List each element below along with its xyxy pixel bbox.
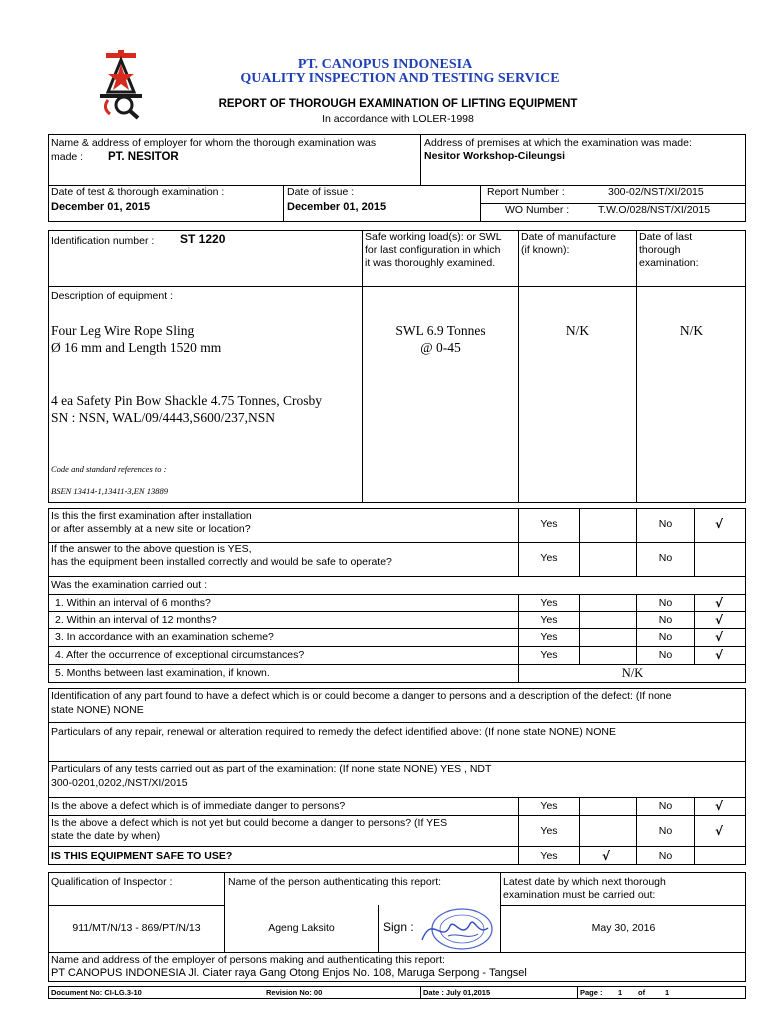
defect-identification-cont: state NONE) NONE	[51, 704, 144, 716]
test-date-value: December 01, 2015	[51, 201, 151, 213]
page-number: 1	[618, 988, 623, 997]
last-exam-label-2: thorough	[639, 244, 681, 256]
next-exam-label-1: Latest date by which next thorough	[503, 876, 666, 888]
report-subtitle: In accordance with LOLER-1998	[322, 113, 474, 125]
q3-item-4-no: No	[658, 649, 673, 661]
swl-label-2: for last configuration in which	[365, 244, 501, 256]
safe-to-use-check-icon: √	[602, 849, 611, 863]
swl-value-2: @ 0-45	[420, 340, 461, 355]
q3-item-1: 1. Within an interval of 6 months?	[55, 597, 211, 609]
description-label: Description of equipment :	[51, 290, 173, 302]
future-danger-no: No	[658, 825, 673, 837]
premises-value: Nesitor Workshop-Cileungsi	[424, 150, 565, 162]
qualification-label: Qualification of Inspector :	[51, 876, 173, 888]
report-employer-value: PT CANOPUS INDONESIA Jl. Ciater raya Gang Otong Enjos No. 108, Maruga Serpong - Tangsel	[51, 967, 527, 979]
manufacture-label-1: Date of manufacture	[521, 231, 617, 243]
q3-item-5-value: N/K	[621, 666, 644, 680]
description-line-1: Four Leg Wire Rope Sling	[51, 323, 195, 338]
q3-item-3-no: No	[658, 631, 673, 643]
company-service: QUALITY INSPECTION AND TESTING SERVICE	[240, 71, 560, 86]
company-name: PT. CANOPUS INDONESIA	[297, 57, 473, 72]
q3-item-1-check-icon: √	[715, 596, 724, 610]
q1-line-2: or after assembly at a new site or location?	[51, 523, 251, 535]
test-date-label: Date of test & thorough examination :	[51, 186, 225, 198]
immediate-danger-yes: Yes	[540, 800, 558, 812]
issue-date-value: December 01, 2015	[287, 201, 387, 213]
authenticator-value: Ageng Laksito	[268, 922, 335, 934]
safe-to-use-question: IS THIS EQUIPMENT SAFE TO USE?	[51, 850, 233, 862]
page-of: of	[638, 988, 646, 997]
swl-label-3: it was thoroughly examined.	[365, 257, 496, 269]
swl-label-1: Safe working load(s): or SWL	[365, 231, 502, 243]
id-number-value: ST 1220	[180, 232, 226, 246]
q1-no-check-icon: √	[715, 517, 724, 531]
report-title: REPORT OF THOROUGH EXAMINATION OF LIFTING EQUIPMENT	[218, 98, 578, 110]
q2-yes: Yes	[540, 552, 558, 564]
future-danger-yes: Yes	[540, 825, 558, 837]
q3-item-2-no: No	[658, 614, 673, 626]
q3-item-5: 5. Months between last examination, if known.	[55, 667, 270, 679]
q3-item-3: 3. In accordance with an examination scheme?	[55, 631, 274, 643]
q3-item-2-check-icon: √	[715, 613, 724, 627]
wo-number-label: WO Number :	[505, 204, 570, 216]
employer-value: PT. NESITOR	[108, 151, 179, 163]
tests-particulars-cont: 300-0201,0202,/NST/XI/2015	[51, 777, 188, 789]
code-value: BSEN 13414-1,13411-3,EN 13889	[51, 486, 168, 496]
q1-yes: Yes	[540, 518, 558, 530]
tests-particulars: Particulars of any tests carried out as part of the examination: (If none state NONE) YES , NDT	[51, 763, 492, 775]
manufacture-label-2: (if known):	[521, 244, 570, 256]
page-total: 1	[665, 988, 670, 997]
last-exam-value: N/K	[679, 323, 704, 338]
q1-no: No	[658, 518, 673, 530]
repair-particulars: Particulars of any repair, renewal or alteration required to remedy the defect identified above: (If none state NONE) NONE	[51, 726, 616, 738]
id-number-label: Identification number :	[51, 235, 155, 247]
qualification-value: 911/MT/N/13 - 869/PT/N/13	[72, 922, 201, 934]
document-date: Date : July 01,2015	[423, 988, 491, 997]
q3-item-2: 2. Within an interval of 12 months?	[55, 614, 217, 626]
q3-item-1-no: No	[658, 597, 673, 609]
immediate-danger-no: No	[658, 800, 673, 812]
document-number: Document No: CI-LG.3-10	[51, 988, 142, 997]
wo-number-value: T.W.O/028/NST/XI/2015	[598, 204, 711, 216]
immediate-danger-check-icon: √	[715, 799, 724, 813]
future-danger-check-icon: √	[715, 824, 724, 838]
q2-no: No	[658, 552, 673, 564]
authenticator-label: Name of the person authenticating this report:	[228, 876, 442, 888]
safe-to-use-no: No	[658, 850, 673, 862]
next-exam-label-2: examination must be carried out:	[503, 889, 656, 901]
q3-item-4-yes: Yes	[540, 649, 558, 661]
future-danger-question-cont: state the date by when)	[51, 830, 161, 842]
safe-to-use-yes: Yes	[540, 850, 558, 862]
q3-item-3-check-icon: √	[715, 630, 724, 644]
description-line-2: Ø 16 mm and Length 1520 mm	[51, 340, 222, 355]
revision-number: Revision No: 00	[266, 988, 323, 997]
q3-item-4-check-icon: √	[715, 648, 724, 662]
company-logo	[96, 50, 146, 120]
issue-date-label: Date of issue :	[287, 186, 355, 198]
description-line-3: 4 ea Safety Pin Bow Shackle 4.75 Tonnes, Crosby	[51, 393, 323, 408]
report-employer-label: Name and address of the employer of persons making and authenticating this report:	[51, 954, 445, 966]
future-danger-question: Is the above a defect which is not yet but could become a danger to persons? (If YES	[51, 817, 448, 829]
q3-item-4: 4. After the occurrence of exceptional circumstances?	[55, 649, 305, 661]
q3-label: Was the examination carried out :	[51, 579, 208, 591]
q3-item-2-yes: Yes	[540, 614, 558, 626]
employer-label-cont: made :	[51, 151, 84, 163]
page-label: Page :	[580, 988, 603, 997]
sign-label: Sign :	[383, 920, 414, 934]
defect-identification: Identification of any part found to have a defect which is or could become a danger to persons and a description of the defect: (If none	[51, 690, 672, 702]
last-exam-label-1: Date of last	[639, 231, 693, 243]
q2-line-2: has the equipment been installed correctly and would be safe to operate?	[51, 556, 392, 568]
last-exam-label-3: examination:	[639, 257, 699, 269]
description-line-4: SN : NSN, WAL/09/4443,S600/237,NSN	[51, 410, 276, 425]
q3-item-3-yes: Yes	[540, 631, 558, 643]
premises-label: Address of premises at which the examination was made:	[424, 137, 692, 149]
report-number-label: Report Number :	[487, 186, 565, 198]
manufacture-value: N/K	[565, 323, 590, 338]
q1-line-1: Is this the first examination after installation	[51, 510, 252, 522]
q2-line-1: If the answer to the above question is YES,	[51, 543, 252, 555]
inspector-stamp-signature	[418, 906, 498, 952]
employer-label: Name & address of employer for whom the thorough examination was	[51, 137, 377, 149]
immediate-danger-question: Is the above a defect which is of immediate danger to persons?	[51, 800, 346, 812]
report-number-value: 300-02/NST/XI/2015	[608, 186, 704, 198]
q3-item-1-yes: Yes	[540, 597, 558, 609]
next-exam-value: May 30, 2016	[591, 922, 656, 934]
swl-value-1: SWL 6.9 Tonnes	[395, 323, 486, 338]
code-label: Code and standard references to :	[51, 464, 167, 474]
